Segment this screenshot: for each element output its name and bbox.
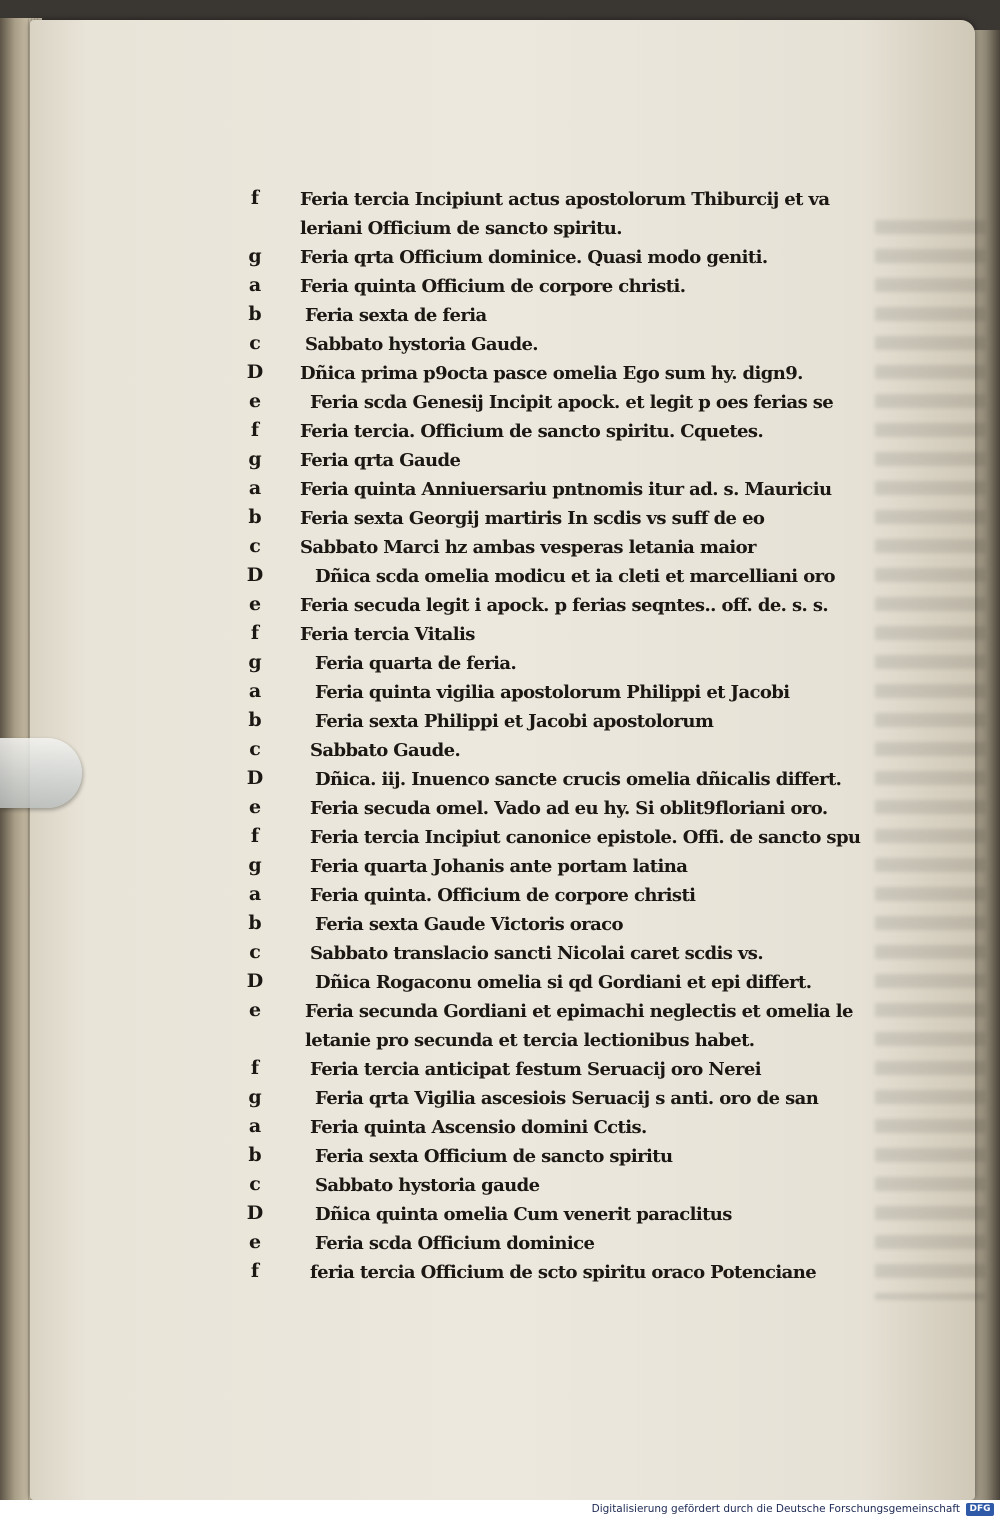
calendar-entry: Feria scda Officium dominice — [315, 1233, 595, 1254]
dominical-letter: a — [248, 1115, 262, 1137]
text-line — [240, 852, 850, 881]
text-line — [240, 678, 850, 707]
calendar-entry: Dñica prima p9octa pasce omelia Ego sum hy. dign9. — [300, 363, 803, 384]
text-line — [240, 1055, 850, 1084]
text-line — [240, 1171, 850, 1200]
calendar-entry: Sabbato Marci hz ambas vesperas letania maior — [300, 537, 756, 558]
text-line — [240, 1026, 850, 1055]
dominical-letter: e — [248, 796, 262, 818]
calendar-entry: Dñica. iij. Inuenco sancte crucis omelia dñicalis differt. — [315, 769, 842, 790]
dominical-letter: f — [250, 825, 260, 847]
text-line — [240, 997, 853, 1026]
calendar-entry: Feria quinta vigilia apostolorum Philippi et Jacobi — [315, 682, 790, 703]
calendar-entry: Sabbato hystoria gaude — [315, 1175, 540, 1196]
calendar-text-block — [240, 185, 861, 1287]
calendar-entry: Feria quinta Officium de corpore christi. — [300, 276, 686, 297]
text-line — [240, 388, 850, 417]
calendar-entry: feria tercia Officium de scto spiritu oraco Potenciane — [310, 1262, 817, 1283]
dominical-letter: g — [248, 854, 262, 876]
dominical-letter: D — [246, 1202, 264, 1224]
dominical-letter: f — [250, 622, 260, 644]
calendar-entry: Feria qrta Officium dominice. Quasi modo geniti. — [300, 247, 768, 268]
text-line — [240, 736, 850, 765]
dfg-logo: DFG — [966, 1503, 994, 1516]
calendar-entry: Sabbato Gaude. — [310, 740, 461, 761]
page-clip — [0, 738, 82, 808]
text-line — [240, 1258, 850, 1287]
dominical-letter: c — [249, 738, 261, 760]
dominical-letter: e — [248, 999, 262, 1021]
dominical-letter: c — [249, 1173, 261, 1195]
dominical-letter: e — [248, 390, 262, 412]
text-line — [240, 1229, 850, 1258]
dominical-letter: b — [248, 303, 262, 325]
dominical-letter: c — [249, 941, 261, 963]
dominical-letter: b — [248, 1144, 262, 1166]
dominical-letter: D — [246, 361, 264, 383]
funding-credit: Digitalisierung gefördert durch die Deutsche Forschungsgemeinschaft — [591, 1503, 960, 1515]
calendar-entry: Feria qrta Gaude — [300, 450, 461, 471]
text-line — [240, 475, 850, 504]
text-line — [240, 881, 850, 910]
dominical-letter: b — [248, 912, 262, 934]
calendar-entry: Feria tercia. Officium de sancto spiritu. Cquetes. — [300, 421, 764, 442]
calendar-entry: Feria tercia anticipat festum Seruacij oro Nerei — [310, 1059, 761, 1080]
text-line — [240, 301, 850, 330]
text-line — [240, 823, 861, 852]
text-line — [240, 910, 850, 939]
calendar-entry: Feria sexta Georgij martiris In scdis vs suff de eo — [300, 508, 765, 529]
text-line — [240, 939, 850, 968]
dominical-letter: a — [248, 477, 262, 499]
text-line — [240, 794, 850, 823]
text-line — [240, 504, 850, 533]
text-line — [240, 591, 850, 620]
calendar-entry: Feria secuda omel. Vado ad eu hy. Si oblit9floriani oro. — [310, 798, 828, 819]
text-line — [240, 765, 850, 794]
dominical-letter: f — [250, 419, 260, 441]
calendar-entry: Feria sexta Gaude Victoris oraco — [315, 914, 623, 935]
dominical-letter: f — [250, 1260, 260, 1282]
dominical-letter: g — [248, 245, 262, 267]
text-line — [240, 533, 850, 562]
calendar-entry: Feria quinta. Officium de corpore christi — [310, 885, 696, 906]
text-line — [240, 968, 850, 997]
dominical-letter: b — [248, 506, 262, 528]
dominical-letter: f — [250, 1057, 260, 1079]
dominical-letter: a — [248, 680, 262, 702]
calendar-entry: Feria scda Genesij Incipit apock. et legit p oes ferias se — [310, 392, 834, 413]
dominical-letter: c — [249, 535, 261, 557]
text-line — [240, 1113, 850, 1142]
dominical-letter: D — [246, 767, 264, 789]
calendar-entry: leriani Officium de sancto spiritu. — [300, 218, 622, 239]
text-line — [240, 359, 850, 388]
text-line — [240, 1084, 850, 1113]
dominical-letter: a — [248, 883, 262, 905]
text-line — [240, 649, 850, 678]
calendar-entry: Dñica scda omelia modicu et ia cleti et marcelliani oro — [315, 566, 835, 587]
dominical-letter: e — [248, 593, 262, 615]
calendar-entry: Feria tercia Vitalis — [300, 624, 475, 645]
dominical-letter: c — [249, 332, 261, 354]
calendar-entry: Feria quinta Anniuersariu pntnomis itur ad. s. Mauriciu — [300, 479, 832, 500]
text-line — [240, 562, 850, 591]
calendar-entry: Dñica Rogaconu omelia si qd Gordiani et epi differt. — [315, 972, 812, 993]
dominical-letter: D — [246, 564, 264, 586]
text-line — [240, 620, 850, 649]
dominical-letter: b — [248, 709, 262, 731]
calendar-entry: Feria sexta de feria — [305, 305, 487, 326]
footer-bar — [0, 1500, 1000, 1520]
dominical-letter: g — [248, 448, 262, 470]
calendar-entry: Dñica quinta omelia Cum venerit paraclitus — [315, 1204, 732, 1225]
text-line — [240, 330, 850, 359]
calendar-entry: Feria sexta Philippi et Jacobi apostolorum — [315, 711, 714, 732]
ink-bleed-through — [875, 220, 985, 1300]
text-line — [240, 707, 850, 736]
dominical-letter: D — [246, 970, 264, 992]
calendar-entry: Feria secunda Gordiani et epimachi neglectis et omelia le — [305, 1001, 853, 1022]
calendar-entry: letanie pro secunda et tercia lectionibus habet. — [305, 1030, 755, 1051]
calendar-entry: Feria quarta de feria. — [315, 653, 517, 674]
calendar-entry: Feria tercia Incipiunt actus apostolorum Thiburcij et va — [300, 189, 830, 210]
calendar-entry: Feria secuda legit i apock. p ferias seqntes.. off. de. s. s. — [300, 595, 829, 616]
calendar-entry: Sabbato hystoria Gaude. — [305, 334, 538, 355]
text-line — [240, 417, 850, 446]
dominical-letter: g — [248, 1086, 262, 1108]
text-line — [240, 214, 850, 243]
dominical-letter: e — [248, 1231, 262, 1253]
calendar-entry: Feria sexta Officium de sancto spiritu — [315, 1146, 673, 1167]
calendar-entry: Feria qrta Vigilia ascesiois Seruacij s anti. oro de san — [315, 1088, 819, 1109]
text-line — [240, 185, 850, 214]
calendar-entry: Feria tercia Incipiut canonice epistole. Offi. de sancto spu — [310, 827, 861, 848]
text-line — [240, 272, 850, 301]
dominical-letter: g — [248, 651, 262, 673]
text-line — [240, 243, 850, 272]
calendar-entry: Feria quinta Ascensio domini Cctis. — [310, 1117, 647, 1138]
dominical-letter: a — [248, 274, 262, 296]
text-line — [240, 1142, 850, 1171]
dominical-letter: f — [250, 187, 260, 209]
text-line — [240, 446, 850, 475]
text-line — [240, 1200, 850, 1229]
calendar-entry: Feria quarta Johanis ante portam latina — [310, 856, 688, 877]
calendar-entry: Sabbato translacio sancti Nicolai caret scdis vs. — [310, 943, 763, 964]
